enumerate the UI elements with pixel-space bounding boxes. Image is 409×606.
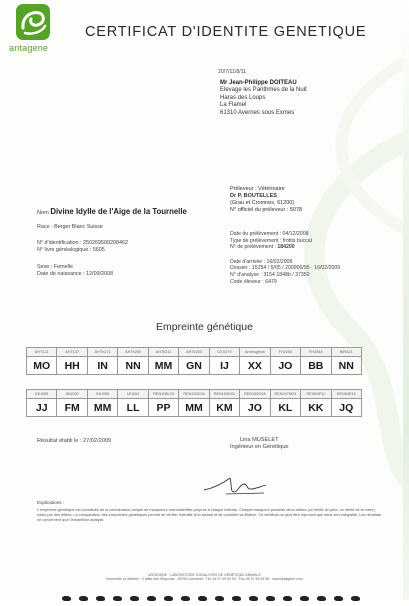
sample-num-label: N° de prélèvement : (230, 244, 276, 251)
animal-silhouette-icon (147, 596, 156, 601)
genotype-value: JJ (27, 399, 57, 417)
genotype-value: PP (148, 399, 178, 417)
genotype-value: JO (240, 399, 270, 417)
marker-label: INU055 (87, 390, 117, 399)
genotype-value: MO (27, 357, 57, 375)
lof-value: 5605 (92, 247, 105, 253)
genotype-value: IJ (209, 357, 239, 375)
animal-silhouette-icon (62, 596, 71, 601)
certificate-title: CERTIFICAT D'IDENTITE GENETIQUE (85, 24, 367, 40)
animal-silhouette-icon (113, 596, 122, 601)
arrival-row (230, 259, 340, 266)
genotype-value: MM (87, 399, 117, 417)
animal-silhouette-icon (300, 596, 309, 601)
sex-row (37, 264, 73, 271)
genotype-table-2 (26, 389, 362, 417)
id-value: 250269500208462 (83, 240, 129, 246)
genotype-value: KL (270, 399, 300, 417)
sample-date-row (230, 231, 340, 238)
result-label: Résultat établi le : (37, 438, 82, 444)
race-value: Berger Blanc Suisse (54, 224, 103, 230)
lof-row (37, 247, 105, 254)
result-date: 27/02/2009 (83, 438, 112, 444)
genotype-value: BB (301, 357, 331, 375)
recipient-line: Haras des Loups (220, 94, 266, 101)
genotype-value: IN (87, 357, 117, 375)
document-reference: 20/7/11/8/11 (218, 69, 247, 75)
sample-type-label: Type de prélèvement : (230, 237, 282, 244)
marker-label: AHTk211 (148, 348, 178, 357)
marker-label: CXX279 (209, 348, 239, 357)
explanations-heading: Explications : (37, 500, 65, 505)
genotype-value: FM (57, 399, 87, 417)
sample-num-value: 184200 (277, 244, 295, 251)
sample-type-value: frottis buccal (282, 237, 312, 244)
animal-name-row (37, 207, 187, 216)
marker-label: AHTk253 (179, 348, 209, 357)
genotype-value: XX (240, 357, 270, 375)
footer-line-2: Immeuble Le Meltem · 2 allée des Séquoias · 69760 Limonest · Tél. 04 37 49 90 03 · Fax 04 37 49 09 98 · www.antagene.com (106, 577, 303, 581)
marker-label: REN247M23 (270, 390, 300, 399)
signer-role: Ingénieur en Génétique (230, 444, 289, 450)
signer-block (230, 437, 288, 451)
sample-info (230, 231, 340, 285)
marker-label: INU005 (27, 390, 57, 399)
marker-label: FH2848 (301, 348, 331, 357)
animal-silhouette-icon (317, 596, 326, 601)
signer-name: Lina MUSELET (239, 437, 279, 443)
marker-label: Amelogenin (240, 348, 270, 357)
marker-label: INRA21 (331, 348, 361, 357)
animal-silhouette-icon (232, 596, 241, 601)
arrival-value: 16/02/2009 (266, 258, 293, 265)
analyse-value: 3154 1848b / 37350 (263, 271, 310, 278)
birth-value: 12/09/2008 (86, 271, 114, 277)
animal-silhouette-icon (79, 596, 88, 601)
genotype-row (27, 399, 362, 417)
id-label: N° d'identification : (37, 240, 82, 246)
dossier-row (230, 265, 340, 272)
genotype-table-1 (26, 347, 362, 375)
animal-silhouette-icon (215, 596, 224, 601)
animal-silhouette-icon (334, 596, 343, 601)
marker-label: REN169D01 (209, 390, 239, 399)
recipient-line: 61310 Avernes sous Exmes (220, 109, 295, 116)
sample-date-value: 04/12/2008 (282, 231, 309, 237)
genotype-value: JQ (331, 399, 361, 417)
arrival-label: Date d'arrivée : (230, 258, 266, 265)
birth-row (37, 271, 113, 278)
antagene-logo (6, 4, 66, 54)
genotype-value: MM (179, 399, 209, 417)
recipient-line: La Flamel (220, 102, 247, 109)
animal-silhouette-icon (96, 596, 105, 601)
sample-type-row (230, 238, 340, 245)
marker-label: REN105L03 (148, 390, 178, 399)
code-label: Code éleveur : (230, 278, 264, 285)
animal-silhouette-icon (164, 596, 173, 601)
dossier-value: 15254 / 5/05 / 200900/95 · 16/02/2009 (251, 265, 341, 272)
footer-line-1: ANTAGENE · LABORATOIRE D'ANALYSES DE GÉNÉTIQUE ANIMALE (148, 573, 261, 577)
side-stripe (403, 0, 409, 600)
result-date-row (37, 438, 111, 444)
genotype-value: KK (301, 399, 331, 417)
genotype-value: KM (209, 399, 239, 417)
genotype-value: LL (118, 399, 148, 417)
explanations-text: L'empreinte génétique est constituée de la combinaison unique de marqueurs microsatellites propres à chaque individu. Chaque marqueur possède deux allèles (un hérité du père, un hérité de la mère), notés par des lettres. La comparaison des empreintes génétiques permet de vérifier l'identité d'un animal et de contrôler sa filiation. Ce certificat ne peut être reproduit que dans son intégralité. Les résultats ne concernent que l'échantillon analysé. (37, 508, 381, 523)
animal-silhouette-icon (283, 596, 292, 601)
animal-name-label: Nom (37, 210, 49, 216)
vet-name: Dr P. BOUTELLES (230, 193, 277, 199)
genotype-value: HH (57, 357, 87, 375)
code-value: 6479 (265, 278, 277, 285)
animal-silhouettes (62, 588, 382, 596)
logo-brand-text: antagene (9, 43, 49, 53)
marker-label: REN64E19 (331, 390, 361, 399)
birth-label: Date de naissance : (37, 271, 85, 277)
id-row (37, 240, 128, 247)
sample-num-row (230, 244, 340, 251)
genotype-row (27, 357, 362, 375)
footer (0, 573, 409, 581)
sample-date-label: Date du prélèvement : (230, 231, 282, 237)
animal-name: Divine Idylle de l'Aige de la Tournelle (50, 207, 187, 216)
code-row (230, 279, 340, 286)
veterinarian-block (230, 186, 302, 214)
marker-label: REN54P11 (301, 390, 331, 399)
vet-line: (Grau et Cromnes, 61200) (230, 200, 295, 206)
animal-silhouette-icon (249, 596, 258, 601)
marker-label: FH2054 (270, 348, 300, 357)
genotype-value: NN (118, 357, 148, 375)
genotype-value: MM (148, 357, 178, 375)
vet-line: Préleveur : Vétérinaire (230, 186, 285, 192)
genotype-value: NN (331, 357, 361, 375)
genetic-fingerprint-title: Empreinte génétique (156, 321, 253, 333)
marker-label: INU030 (57, 390, 87, 399)
genotype-value: GN (179, 357, 209, 375)
logo-mark-icon (16, 4, 50, 40)
animal-silhouette-icon (266, 596, 275, 601)
sex-value: Femelle (53, 264, 73, 270)
analyse-row (230, 272, 340, 279)
analyse-label: N° d'analyse : (230, 271, 262, 278)
marker-label: REN169O18 (240, 390, 270, 399)
genotype-value: JO (270, 357, 300, 375)
race-label: Race : (37, 224, 53, 230)
recipient-name: Mr Jean-Philippe DOITEAU (220, 80, 297, 86)
marker-label: REN162C04 (179, 390, 209, 399)
recipient-address (220, 80, 307, 117)
marker-row (27, 348, 362, 357)
sex-label: Sexe : (37, 264, 53, 270)
signature-icon (200, 470, 270, 500)
marker-label: LEI004 (118, 390, 148, 399)
marker-label: AHT121 (27, 348, 57, 357)
race-row (37, 224, 103, 231)
recipient-line: Elevage les Panthmes de la Nuit (220, 87, 307, 94)
marker-row (27, 390, 362, 399)
animal-silhouette-icon (198, 596, 207, 601)
animal-silhouette-icon (351, 596, 360, 601)
lof-label: N° livre généalogique : (37, 247, 92, 253)
marker-label: AHT137 (57, 348, 87, 357)
animal-silhouette-icon (130, 596, 139, 601)
dossier-label: Dossier : (230, 265, 251, 272)
animal-silhouette-icon (181, 596, 190, 601)
marker-label: AHTh260 (118, 348, 148, 357)
marker-label: AHTh171 (87, 348, 117, 357)
vet-line: N° officiel du préleveur : 5078 (230, 207, 303, 213)
